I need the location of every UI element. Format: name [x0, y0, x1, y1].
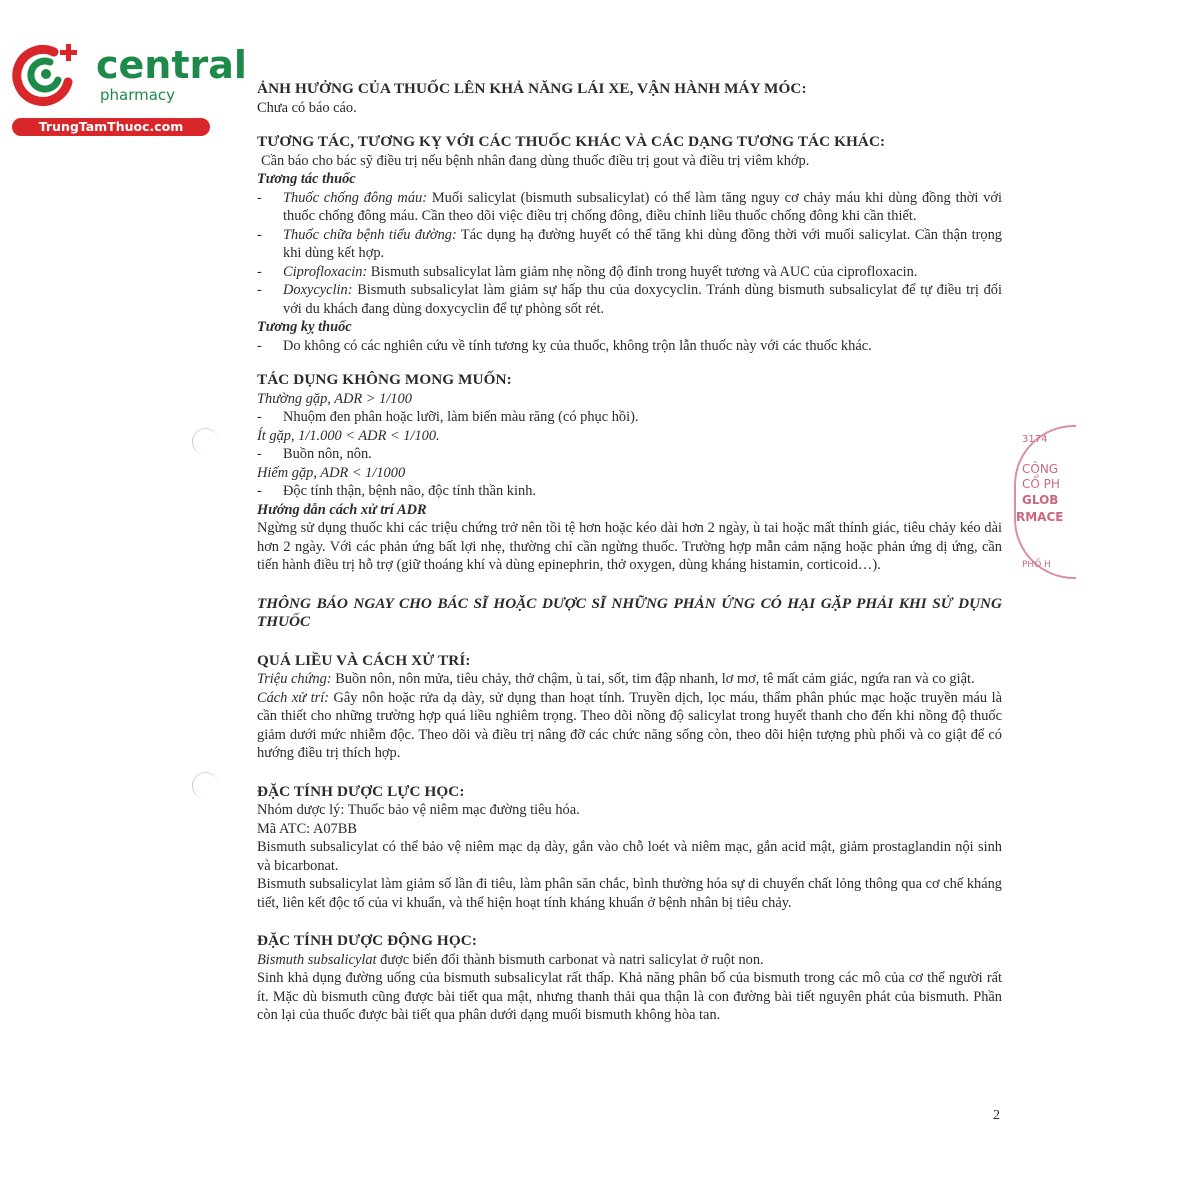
term-text: được biến đổi thành bismuth carbonat và natri salicylat ở ruột non.: [376, 951, 764, 968]
paragraph: Mã ATC: A07BB: [257, 820, 357, 837]
paragraph: Chưa có báo cáo.: [257, 99, 357, 116]
brand-logo: [10, 38, 247, 138]
list-item-text: Muối salicylat (bismuth subsalicylat) có thể làm tăng nguy cơ chảy máu khi dùng đồng thời với thuốc chống đông máu. Cần theo dõi việc điều trị chống đông, điều chỉnh liều thuốc chống đông khi cần thiết.: [283, 189, 1003, 224]
term-label: Cách xử trí:: [257, 689, 330, 706]
notice-heading: THÔNG BÁO NGAY CHO BÁC SĨ HOẶC DƯỢC SĨ NHỮNG PHẢN ỨNG CÓ HẠI GẶP PHẢI KHI SỬ DỤNG THUỐC: [257, 594, 1002, 630]
frequency-label: Hiếm gặp, ADR < 1/1000: [257, 464, 406, 481]
brand-name: central: [96, 43, 247, 87]
stamp-text: GLOB: [1022, 493, 1059, 507]
list-item: - Nhuộm đen phân hoặc lưỡi, làm biến màu răng (có phục hồi).: [257, 408, 1002, 427]
term-label: Triệu chứng:: [257, 671, 332, 687]
brand-website: TrungTamThuoc.com: [12, 118, 210, 136]
punch-hole: [192, 428, 219, 455]
list-item: [257, 263, 1002, 282]
section-heading: ĐẶC TÍNH DƯỢC ĐỘNG HỌC:: [257, 932, 477, 949]
list-item-text: Bismuth subsalicylat làm giảm nhẹ nồng độ đỉnh trong huyết tương và AUC của ciprofloxacin.: [367, 263, 918, 280]
section-heading: TÁC DỤNG KHÔNG MONG MUỐN:: [257, 371, 512, 388]
paragraph: Ngừng sử dụng thuốc khi các triệu chứng trở nên tồi tệ hơn hoặc kéo dài hơn 2 ngày, ù tai hoặc mất thính giác, tiêu chảy kéo dài hơn 2 ngày. Với các phản ứng bất lợi nhẹ, thường chỉ cần ngừng thuốc. Trường hợp mẫn cảm nặng hoặc phản ứng dị ứng, cần tiến hành điều trị hỗ trợ (giữ thoáng khí và dùng epinephrin, thở oxygen, dùng kháng histamin, corticoid…).: [257, 520, 1002, 573]
paragraph: Bismuth subsalicylat có thể bảo vệ niêm mạc dạ dày, gắn vào chỗ loét và niêm mạc, gắn acid mật, giảm prostaglandin nội sinh và bicarbonat.: [257, 839, 1002, 874]
page-number: 2: [993, 1108, 1000, 1123]
list-item-term: Doxycyclin:: [283, 282, 353, 298]
brand-subtitle: pharmacy: [100, 86, 176, 104]
list-item-term: Ciprofloxacin:: [283, 263, 368, 280]
stamp-text: RMACE: [1016, 510, 1064, 524]
frequency-label: Thường gặp, ADR > 1/100: [257, 390, 412, 407]
pharmacy-logo-icon: [10, 38, 82, 110]
stamp-text: 3174: [1022, 434, 1048, 445]
stamp-text: CỔ PH: [1022, 477, 1060, 491]
punch-hole: [192, 772, 219, 799]
list-item: - Buồn nôn, nôn.: [257, 445, 1002, 464]
subheading: Hướng dẫn cách xử trí ADR: [257, 501, 427, 518]
subheading: Tương tác thuốc: [257, 171, 356, 187]
list-item: [257, 226, 1002, 263]
term-text: Gây nôn hoặc rửa dạ dày, sử dụng than hoạt tính. Truyền dịch, lọc máu, thẩm phân phúc mạc hoặc truyền máu là cần thiết cho những trường hợp quá liều nghiêm trọng. Theo dõi nồng độ salicylat trong huyết thanh cho đến khi nồng độ thuốc giảm dưới mức nhiễm độc. Theo dõi và điều trị nâng đỡ các chức năng sống còn, theo dõi hiện tượng phù phổi và co giật để có hướng điều trị thích hợp.: [257, 689, 1002, 761]
list-item-term: Thuốc chữa bệnh tiểu đường:: [283, 226, 457, 243]
section-heading: QUÁ LIỀU VÀ CÁCH XỬ TRÍ:: [257, 651, 471, 669]
document-body: [257, 80, 1002, 1025]
subheading: Tương kỵ thuốc: [257, 319, 352, 335]
list-item-term: Thuốc chống đông máu:: [283, 189, 428, 206]
paragraph: Sinh khả dụng đường uống của bismuth subsalicylat rất thấp. Khả năng phân bố của bismuth trong các mô của cơ thể người rất ít. Mặc dù bismuth cũng được bài tiết qua mật, nhưng thanh thải qua thận là con đường bài tiết nguyên phát của bismuth. Phần còn lại của thuốc được bài tiết qua phân dưới dạng muối bismuth không hòa tan.: [257, 970, 1002, 1023]
term-text: Buồn nôn, nôn mửa, tiêu chảy, thở chậm, ù tai, sốt, tim đập nhanh, lơ mơ, tê mất cảm giác, ngứa ran và co giật.: [331, 671, 975, 687]
list-item: - Độc tính thận, bệnh não, độc tính thần kinh.: [257, 482, 1002, 501]
list-item: - Do không có các nghiên cứu về tính tương kỵ của thuốc, không trộn lẫn thuốc này với các thuốc khác.: [257, 337, 1002, 356]
paragraph: [257, 670, 1002, 689]
stamp-text: CÔNG: [1022, 462, 1059, 476]
paragraph: [257, 689, 1002, 763]
paragraph: [257, 951, 1002, 970]
paragraph: Nhóm dược lý: Thuốc bảo vệ niêm mạc đường tiêu hóa.: [257, 802, 580, 818]
section-heading: TƯƠNG TÁC, TƯƠNG KỴ VỚI CÁC THUỐC KHÁC VÀ CÁC DẠNG TƯƠNG TÁC KHÁC:: [257, 133, 886, 150]
frequency-label: Ít gặp, 1/1.000 < ADR < 1/100.: [257, 427, 440, 444]
section-heading: ĐẶC TÍNH DƯỢC LỰC HỌC:: [257, 782, 465, 800]
paragraph: Cần báo cho bác sỹ điều trị nếu bệnh nhân đang dùng thuốc điều trị gout và điều trị viêm khớp.: [261, 152, 810, 169]
stamp-text: PHỐ H: [1022, 560, 1051, 570]
list-item-text: Tác dụng hạ đường huyết có thể tăng khi dùng đồng thời với muối salicylat. Cần thận trọng khi dùng kết hợp.: [283, 226, 1002, 261]
paragraph: Bismuth subsalicylat làm giảm số lần đi tiêu, làm phân săn chắc, bình thường hóa sự di chuyển chất lỏng thông qua cơ chế kháng tiết, liên kết độc tố của vi khuẩn, và thể hiện hoạt tính kháng khuẩn ở bệnh nhân bị tiêu chảy.: [257, 876, 1002, 911]
section-heading: ẢNH HƯỞNG CỦA THUỐC LÊN KHẢ NĂNG LÁI XE, VẬN HÀNH MÁY MÓC:: [257, 80, 807, 97]
list-item: [257, 281, 1002, 318]
list-item-text: Bismuth subsalicylat làm giảm sự hấp thu của doxycyclin. Tránh dùng bismuth subsalicylat để tự điều trị đối với du khách đang dùng doxycyclin để tự phòng sốt rét.: [283, 282, 1002, 317]
company-stamp: [1008, 425, 1064, 585]
term-label: Bismuth subsalicylat: [257, 951, 377, 968]
list-item: [257, 189, 1002, 226]
